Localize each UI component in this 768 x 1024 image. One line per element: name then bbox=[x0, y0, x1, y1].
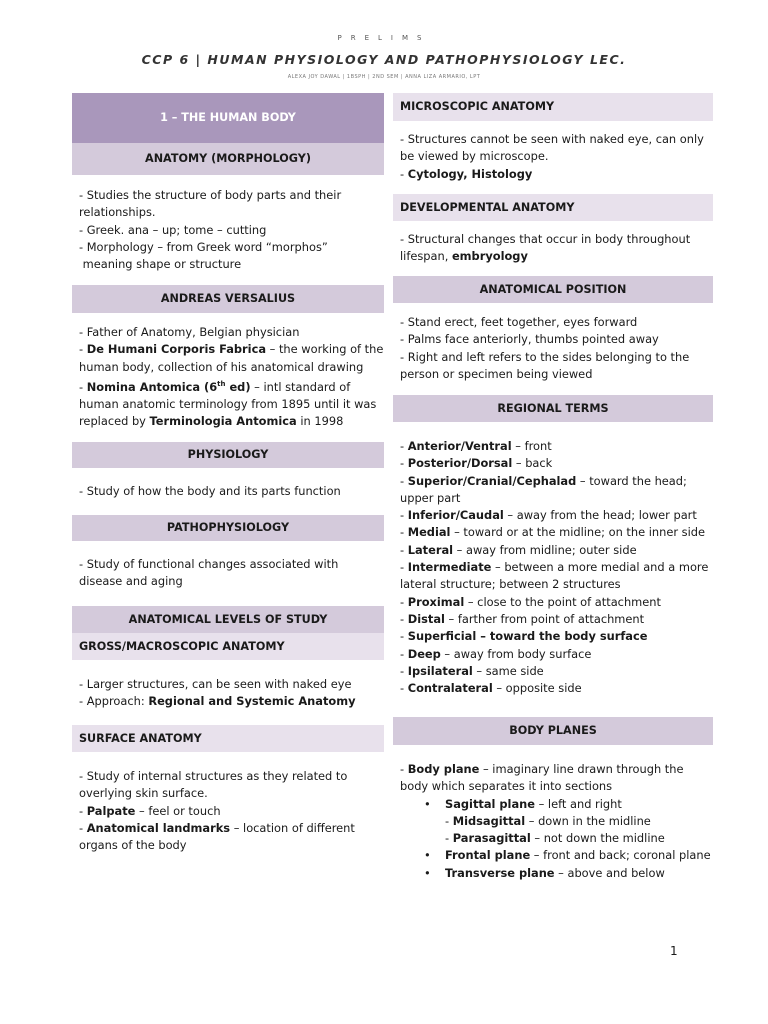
term-proximal: Proximal bbox=[407, 594, 465, 609]
physiology-line: - Study of how the body and its parts function bbox=[79, 484, 341, 498]
def-lateral: – away from midline; outer side bbox=[453, 542, 637, 557]
nomina-sup: th bbox=[217, 379, 226, 388]
position-line-1: - Stand erect, feet together, eyes forward bbox=[400, 315, 638, 329]
regional-term-12: - Ipsilateral – same side bbox=[400, 663, 544, 678]
term-anterior: Anterior/Ventral bbox=[407, 439, 512, 453]
term-superficial: Superficial – toward the body surface bbox=[407, 629, 648, 644]
transverse-def: – above and below bbox=[554, 865, 665, 880]
developmental-body bbox=[400, 231, 713, 266]
pathophysiology-line: - Study of functional changes associated with disease and aging bbox=[79, 557, 339, 589]
section-title-human-body: 1 – THE HUMAN BODY bbox=[72, 93, 384, 143]
gross-approach-value: Regional and Systemic Anatomy bbox=[148, 694, 356, 709]
microscopic-heading: MICROSCOPIC ANATOMY bbox=[393, 93, 713, 121]
author-byline: ALEXA JOY DAWAL | 1BSPH | 2ND SEM | ANNA LIZA ARMARIO, LPT bbox=[287, 74, 481, 80]
body-planes-body bbox=[400, 761, 713, 882]
microscopic-line-1: - Structures cannot be seen with naked eye, can only be viewed by microscope. bbox=[400, 132, 704, 164]
sagittal-term: Sagittal plane bbox=[445, 796, 535, 811]
microscopic-body bbox=[400, 131, 713, 183]
frontal-def: – front and back; coronal plane bbox=[530, 848, 711, 863]
term-contralateral: Contralateral bbox=[407, 681, 493, 696]
midsagittal-def: – down in the midline bbox=[525, 813, 651, 828]
def-deep: – away from body surface bbox=[440, 646, 592, 661]
regional-term-13: - Contralateral – opposite side bbox=[400, 681, 582, 696]
def-proximal: – close to the point of attachment bbox=[464, 594, 661, 609]
term-medial: Medial bbox=[407, 525, 451, 540]
gross-heading: GROSS/MACROSCOPIC ANATOMY bbox=[72, 633, 384, 660]
regional-term-8: - Proximal – close to the point of attachment bbox=[400, 594, 661, 609]
regional-term-7: - Intermediate – between a more medial and a more lateral structure; between 2 structures bbox=[400, 560, 709, 592]
nomina-def: – intl standard of human anatomic terminology from 1895 until it was replaced bbox=[79, 379, 377, 429]
developmental-text: - Structural changes that occur in body throughout lifespan, bbox=[400, 232, 691, 264]
sagittal-def: – left and right bbox=[534, 796, 622, 811]
def-intermediate: – between a more medial and a more lateral structure; between 2 structures bbox=[400, 560, 709, 592]
anatomy-heading: ANATOMY (MORPHOLOGY) bbox=[72, 143, 384, 175]
term-deep: Deep bbox=[407, 646, 441, 661]
def-inferior: – away from the head; lower part bbox=[503, 508, 697, 523]
def-contralateral: – opposite side bbox=[492, 681, 582, 696]
cytology-term: Cytology, Histology bbox=[407, 166, 533, 181]
prelims-label: PRELIMS bbox=[337, 34, 431, 42]
regional-term-1: - Anterior/Ventral – front bbox=[400, 439, 552, 453]
terminologia-term: Terminologia Antomica bbox=[149, 414, 297, 429]
nomina-term bbox=[87, 380, 251, 394]
regional-term-6: - Lateral – away from midline; outer side bbox=[400, 542, 637, 557]
regional-term-11: - Deep – away from body surface bbox=[400, 646, 592, 661]
developmental-line bbox=[400, 231, 713, 266]
regional-term-4: - Inferior/Caudal – away from the head; lower part bbox=[400, 508, 697, 523]
versalius-line-2: - De Humani Corporis Fabrica – the working of the human body, collection of his anatomical drawing bbox=[79, 342, 384, 374]
physiology-body bbox=[79, 483, 384, 500]
nomina-year: in 1998 bbox=[296, 414, 344, 429]
parasagittal-def: – not down the midline bbox=[530, 831, 665, 846]
surface-body bbox=[79, 768, 384, 854]
def-anterior: – front bbox=[511, 439, 552, 453]
position-line-3: - Right and left refers to the sides belonging to the person or specimen being viewed bbox=[400, 349, 690, 381]
body-plane-line: - Body plane – imaginary line drawn through the body which separates it into sections bbox=[400, 762, 684, 794]
nomina-by: by bbox=[128, 414, 150, 429]
def-ipsilateral: – same side bbox=[472, 663, 544, 678]
term-inferior: Inferior/Caudal bbox=[407, 508, 504, 523]
regional-term-9: - Distal – farther from point of attachment bbox=[400, 611, 645, 626]
versalius-heading: ANDREAS VERSALIUS bbox=[72, 285, 384, 313]
term-lateral: Lateral bbox=[407, 542, 454, 557]
regional-terms-body bbox=[400, 438, 713, 697]
right-column bbox=[393, 93, 713, 893]
parasagittal-line: - Parasagittal – not down the midline bbox=[445, 831, 665, 846]
palpate-term: Palpate bbox=[86, 803, 136, 818]
transverse-term: Transverse plane bbox=[445, 865, 555, 880]
term-superior: Superior/Cranial/Cephalad bbox=[407, 473, 577, 488]
midsagittal-line: - Midsagittal – down in the midline bbox=[445, 813, 651, 828]
frontal-bullet bbox=[400, 847, 713, 864]
def-superior: – toward the head; upper part bbox=[400, 473, 687, 505]
surface-line-3: - Anatomical landmarks – location of different organs of the body bbox=[79, 820, 355, 853]
versalius-body bbox=[79, 324, 384, 431]
midsagittal-term: Midsagittal bbox=[452, 813, 526, 828]
fabrica-term: De Humani Corporis Fabrica bbox=[86, 342, 267, 357]
body-planes-heading: BODY PLANES bbox=[393, 717, 713, 745]
def-distal: – farther from point of attachment bbox=[444, 611, 645, 626]
anatomy-line-2: - Greek. ana – up; tome – cutting bbox=[79, 222, 267, 237]
fabrica-def: – the working of the human body, collection of his anatomical drawing bbox=[79, 342, 384, 374]
page-number: 1 bbox=[670, 944, 678, 958]
surface-heading: SURFACE ANATOMY bbox=[72, 725, 384, 752]
versalius-line-1: - Father of Anatomy, Belgian physician bbox=[79, 325, 300, 339]
embryology-term: embryology bbox=[451, 249, 528, 264]
landmarks-term: Anatomical landmarks bbox=[86, 820, 231, 835]
transverse-bullet bbox=[400, 865, 713, 882]
position-line-2: - Palms face anteriorly, thumbs pointed away bbox=[400, 332, 659, 347]
def-medial: – toward or at the midline; on the inner side bbox=[450, 525, 705, 540]
gross-approach-label: - Approach: bbox=[79, 694, 149, 709]
parasagittal-term: Parasagittal bbox=[452, 831, 531, 846]
regional-term-3: - Superior/Cranial/Cephalad – toward the head; upper part bbox=[400, 473, 687, 505]
nomina-term-b: ed) bbox=[225, 379, 251, 394]
versalius-line-3: - Nomina Antomica (6th ed) – intl standard of human anatomic terminology from 1895 until it was replaced by Terminologia Antomica in 1998 bbox=[79, 379, 377, 429]
regional-term-5: - Medial – toward or at the midline; on the inner side bbox=[400, 525, 705, 540]
landmarks-def: – location of different organs of the body bbox=[79, 820, 355, 853]
nomina-term-a: Nomina Antomica (6 bbox=[86, 379, 218, 394]
term-distal: Distal bbox=[407, 611, 445, 626]
physiology-heading: PHYSIOLOGY bbox=[72, 442, 384, 468]
def-posterior: – back bbox=[512, 456, 553, 471]
levels-heading: ANATOMICAL LEVELS OF STUDY bbox=[72, 606, 384, 633]
microscopic-line-2: - Cytology, Histology bbox=[400, 166, 533, 181]
frontal-term: Frontal plane bbox=[445, 848, 531, 863]
gross-line-1: - Larger structures, can be seen with naked eye bbox=[79, 677, 352, 691]
regional-term-2: - Posterior/Dorsal – back bbox=[400, 456, 553, 471]
gross-body bbox=[79, 676, 384, 711]
anatomy-body bbox=[79, 187, 384, 273]
pathophysiology-heading: PATHOPHYSIOLOGY bbox=[72, 515, 384, 541]
term-intermediate: Intermediate bbox=[407, 560, 492, 575]
term-ipsilateral: Ipsilateral bbox=[407, 663, 473, 678]
anatomy-line-1: - Studies the structure of body parts and their relationships. bbox=[79, 188, 342, 220]
document-title: CCP 6 | HUMAN PHYSIOLOGY AND PATHOPHYSIOLOGY LEC. bbox=[141, 52, 627, 67]
palpate-def: – feel or touch bbox=[135, 803, 221, 818]
pathophysiology-body bbox=[79, 556, 384, 591]
surface-line-2: - Palpate – feel or touch bbox=[79, 803, 221, 818]
gross-line-2 bbox=[79, 693, 384, 710]
anatomical-position-body bbox=[400, 314, 713, 383]
regional-terms-heading: REGIONAL TERMS bbox=[393, 395, 713, 422]
developmental-heading: DEVELOPMENTAL ANATOMY bbox=[393, 194, 713, 221]
anatomical-position-heading: ANATOMICAL POSITION bbox=[393, 276, 713, 303]
regional-term-10: - Superficial – toward the body surface bbox=[400, 629, 648, 644]
sagittal-bullet bbox=[400, 796, 713, 813]
body-plane-def: – imaginary line drawn through the body which separates it into sections bbox=[400, 762, 684, 794]
surface-line-1: - Study of internal structures as they related to overlying skin surface. bbox=[79, 769, 348, 801]
anatomy-line-4: meaning shape or structure bbox=[79, 257, 242, 272]
term-posterior: Posterior/Dorsal bbox=[407, 456, 513, 471]
left-column bbox=[72, 93, 384, 893]
body-plane-term: Body plane bbox=[407, 762, 480, 776]
anatomy-line-3: - Morphology – from Greek word “morphos” bbox=[79, 239, 328, 254]
